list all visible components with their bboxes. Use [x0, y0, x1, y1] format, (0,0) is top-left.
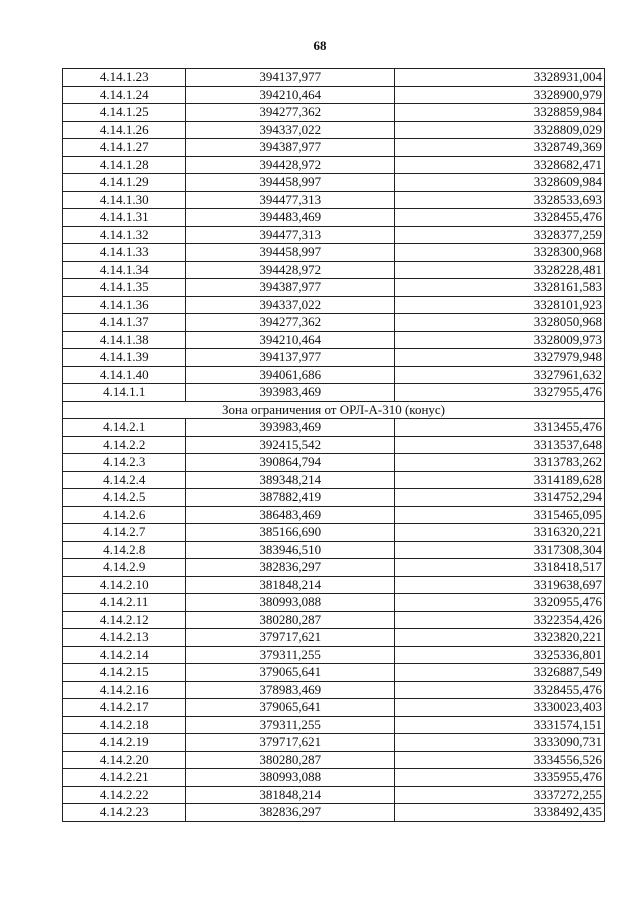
table-row	[63, 139, 605, 157]
point-number-cell: 4.14.2.13	[63, 629, 186, 647]
x-coordinate-cell: 379311,255	[186, 716, 395, 734]
point-number-cell: 4.14.1.30	[63, 191, 186, 209]
y-coordinate-cell: 3322354,426	[395, 611, 605, 629]
point-number-cell: 4.14.1.35	[63, 279, 186, 297]
y-coordinate-cell: 3325336,801	[395, 646, 605, 664]
x-coordinate-cell: 383946,510	[186, 541, 395, 559]
x-coordinate-cell: 393983,469	[186, 384, 395, 402]
y-coordinate-cell: 3328161,583	[395, 279, 605, 297]
point-number-cell: 4.14.2.9	[63, 559, 186, 577]
x-coordinate-cell: 394458,997	[186, 244, 395, 262]
y-coordinate-cell: 3317308,304	[395, 541, 605, 559]
point-number-cell: 4.14.1.38	[63, 331, 186, 349]
y-coordinate-cell: 3328859,984	[395, 104, 605, 122]
point-number-cell: 4.14.1.37	[63, 314, 186, 332]
table-row	[63, 366, 605, 384]
y-coordinate-cell: 3323820,221	[395, 629, 605, 647]
table-row	[63, 594, 605, 612]
y-coordinate-cell: 3330023,403	[395, 699, 605, 717]
y-coordinate-cell: 3313537,648	[395, 436, 605, 454]
table-row	[63, 104, 605, 122]
point-number-cell: 4.14.2.19	[63, 734, 186, 752]
y-coordinate-cell: 3328101,923	[395, 296, 605, 314]
table-row	[63, 524, 605, 542]
x-coordinate-cell: 394210,464	[186, 331, 395, 349]
table-row	[63, 191, 605, 209]
table-row	[63, 314, 605, 332]
point-number-cell: 4.14.2.8	[63, 541, 186, 559]
y-coordinate-cell: 3319638,697	[395, 576, 605, 594]
x-coordinate-cell: 382836,297	[186, 804, 395, 822]
y-coordinate-cell: 3334556,526	[395, 751, 605, 769]
point-number-cell: 4.14.2.12	[63, 611, 186, 629]
y-coordinate-cell: 3327961,632	[395, 366, 605, 384]
y-coordinate-cell: 3313455,476	[395, 419, 605, 437]
x-coordinate-cell: 386483,469	[186, 506, 395, 524]
x-coordinate-cell: 394458,997	[186, 174, 395, 192]
y-coordinate-cell: 3331574,151	[395, 716, 605, 734]
table-row	[63, 699, 605, 717]
section-title: Зона ограничения от ОРЛ-А-310 (конус)	[63, 401, 605, 419]
table-row	[63, 174, 605, 192]
x-coordinate-cell: 379311,255	[186, 646, 395, 664]
y-coordinate-cell: 3315465,095	[395, 506, 605, 524]
table-row	[63, 576, 605, 594]
x-coordinate-cell: 394477,313	[186, 226, 395, 244]
table-row	[63, 559, 605, 577]
point-number-cell: 4.14.1.27	[63, 139, 186, 157]
x-coordinate-cell: 380993,088	[186, 769, 395, 787]
point-number-cell: 4.14.1.29	[63, 174, 186, 192]
point-number-cell: 4.14.1.24	[63, 86, 186, 104]
table-row	[63, 751, 605, 769]
point-number-cell: 4.14.2.14	[63, 646, 186, 664]
table-row	[63, 209, 605, 227]
y-coordinate-cell: 3335955,476	[395, 769, 605, 787]
table-row	[63, 489, 605, 507]
table-row	[63, 349, 605, 367]
table-row	[63, 664, 605, 682]
x-coordinate-cell: 394277,362	[186, 104, 395, 122]
table-row	[63, 734, 605, 752]
point-number-cell: 4.14.2.4	[63, 471, 186, 489]
point-number-cell: 4.14.2.17	[63, 699, 186, 717]
point-number-cell: 4.14.2.10	[63, 576, 186, 594]
table-row	[63, 646, 605, 664]
table-row	[63, 226, 605, 244]
point-number-cell: 4.14.1.32	[63, 226, 186, 244]
table-row	[63, 244, 605, 262]
y-coordinate-cell: 3328809,029	[395, 121, 605, 139]
point-number-cell: 4.14.1.39	[63, 349, 186, 367]
x-coordinate-cell: 379065,641	[186, 664, 395, 682]
x-coordinate-cell: 389348,214	[186, 471, 395, 489]
y-coordinate-cell: 3328455,476	[395, 681, 605, 699]
section-row	[63, 401, 605, 419]
x-coordinate-cell: 390864,794	[186, 454, 395, 472]
x-coordinate-cell: 394137,977	[186, 349, 395, 367]
y-coordinate-cell: 3328377,259	[395, 226, 605, 244]
x-coordinate-cell: 387882,419	[186, 489, 395, 507]
table-row	[63, 121, 605, 139]
point-number-cell: 4.14.2.21	[63, 769, 186, 787]
table-row	[63, 786, 605, 804]
point-number-cell: 4.14.1.34	[63, 261, 186, 279]
y-coordinate-cell: 3328009,973	[395, 331, 605, 349]
x-coordinate-cell: 378983,469	[186, 681, 395, 699]
table-row	[63, 506, 605, 524]
table-row	[63, 716, 605, 734]
table-row	[63, 629, 605, 647]
x-coordinate-cell: 382836,297	[186, 559, 395, 577]
y-coordinate-cell: 3328931,004	[395, 69, 605, 87]
x-coordinate-cell: 394428,972	[186, 261, 395, 279]
table-row	[63, 454, 605, 472]
x-coordinate-cell: 394061,686	[186, 366, 395, 384]
x-coordinate-cell: 379717,621	[186, 629, 395, 647]
x-coordinate-cell: 379065,641	[186, 699, 395, 717]
point-number-cell: 4.14.2.6	[63, 506, 186, 524]
point-number-cell: 4.14.2.2	[63, 436, 186, 454]
y-coordinate-cell: 3337272,255	[395, 786, 605, 804]
point-number-cell: 4.14.2.23	[63, 804, 186, 822]
y-coordinate-cell: 3320955,476	[395, 594, 605, 612]
y-coordinate-cell: 3328300,968	[395, 244, 605, 262]
point-number-cell: 4.14.2.7	[63, 524, 186, 542]
table-row	[63, 86, 605, 104]
page-number: 68	[313, 38, 327, 53]
x-coordinate-cell: 393983,469	[186, 419, 395, 437]
point-number-cell: 4.14.2.15	[63, 664, 186, 682]
y-coordinate-cell: 3328228,481	[395, 261, 605, 279]
y-coordinate-cell: 3313783,262	[395, 454, 605, 472]
y-coordinate-cell: 3338492,435	[395, 804, 605, 822]
x-coordinate-cell: 392415,542	[186, 436, 395, 454]
point-number-cell: 4.14.1.26	[63, 121, 186, 139]
y-coordinate-cell: 3314189,628	[395, 471, 605, 489]
table-body-part2	[63, 419, 605, 822]
y-coordinate-cell: 3326887,549	[395, 664, 605, 682]
x-coordinate-cell: 379717,621	[186, 734, 395, 752]
y-coordinate-cell: 3328900,979	[395, 86, 605, 104]
point-number-cell: 4.14.1.36	[63, 296, 186, 314]
y-coordinate-cell: 3327955,476	[395, 384, 605, 402]
x-coordinate-cell: 394137,977	[186, 69, 395, 87]
x-coordinate-cell: 385166,690	[186, 524, 395, 542]
table-row	[63, 541, 605, 559]
y-coordinate-cell: 3314752,294	[395, 489, 605, 507]
y-coordinate-cell: 3328050,968	[395, 314, 605, 332]
x-coordinate-cell: 380280,287	[186, 611, 395, 629]
x-coordinate-cell: 394210,464	[186, 86, 395, 104]
x-coordinate-cell: 380993,088	[186, 594, 395, 612]
coordinates-table	[62, 68, 605, 822]
point-number-cell: 4.14.2.1	[63, 419, 186, 437]
point-number-cell: 4.14.1.31	[63, 209, 186, 227]
x-coordinate-cell: 380280,287	[186, 751, 395, 769]
point-number-cell: 4.14.2.11	[63, 594, 186, 612]
point-number-cell: 4.14.2.20	[63, 751, 186, 769]
table-row	[63, 471, 605, 489]
table-row	[63, 384, 605, 402]
x-coordinate-cell: 394483,469	[186, 209, 395, 227]
table-row	[63, 296, 605, 314]
table-body-part1	[63, 69, 605, 402]
table-row	[63, 611, 605, 629]
x-coordinate-cell: 394387,977	[186, 139, 395, 157]
y-coordinate-cell: 3328749,369	[395, 139, 605, 157]
table-row	[63, 279, 605, 297]
table-row	[63, 331, 605, 349]
point-number-cell: 4.14.1.33	[63, 244, 186, 262]
x-coordinate-cell: 394428,972	[186, 156, 395, 174]
y-coordinate-cell: 3328682,471	[395, 156, 605, 174]
point-number-cell: 4.14.2.18	[63, 716, 186, 734]
x-coordinate-cell: 394477,313	[186, 191, 395, 209]
point-number-cell: 4.14.1.40	[63, 366, 186, 384]
table-row	[63, 69, 605, 87]
point-number-cell: 4.14.2.3	[63, 454, 186, 472]
x-coordinate-cell: 394337,022	[186, 296, 395, 314]
point-number-cell: 4.14.2.16	[63, 681, 186, 699]
table-section-header	[63, 401, 605, 419]
point-number-cell: 4.14.2.5	[63, 489, 186, 507]
x-coordinate-cell: 394337,022	[186, 121, 395, 139]
y-coordinate-cell: 3328609,984	[395, 174, 605, 192]
point-number-cell: 4.14.2.22	[63, 786, 186, 804]
table-row	[63, 681, 605, 699]
y-coordinate-cell: 3328455,476	[395, 209, 605, 227]
point-number-cell: 4.14.1.25	[63, 104, 186, 122]
point-number-cell: 4.14.1.28	[63, 156, 186, 174]
x-coordinate-cell: 381848,214	[186, 786, 395, 804]
table-row	[63, 804, 605, 822]
y-coordinate-cell: 3318418,517	[395, 559, 605, 577]
point-number-cell: 4.14.1.23	[63, 69, 186, 87]
table-row	[63, 261, 605, 279]
x-coordinate-cell: 394277,362	[186, 314, 395, 332]
table-row	[63, 419, 605, 437]
y-coordinate-cell: 3327979,948	[395, 349, 605, 367]
x-coordinate-cell: 394387,977	[186, 279, 395, 297]
point-number-cell: 4.14.1.1	[63, 384, 186, 402]
table-row	[63, 156, 605, 174]
y-coordinate-cell: 3333090,731	[395, 734, 605, 752]
y-coordinate-cell: 3328533,693	[395, 191, 605, 209]
y-coordinate-cell: 3316320,221	[395, 524, 605, 542]
x-coordinate-cell: 381848,214	[186, 576, 395, 594]
table-row	[63, 436, 605, 454]
table-row	[63, 769, 605, 787]
